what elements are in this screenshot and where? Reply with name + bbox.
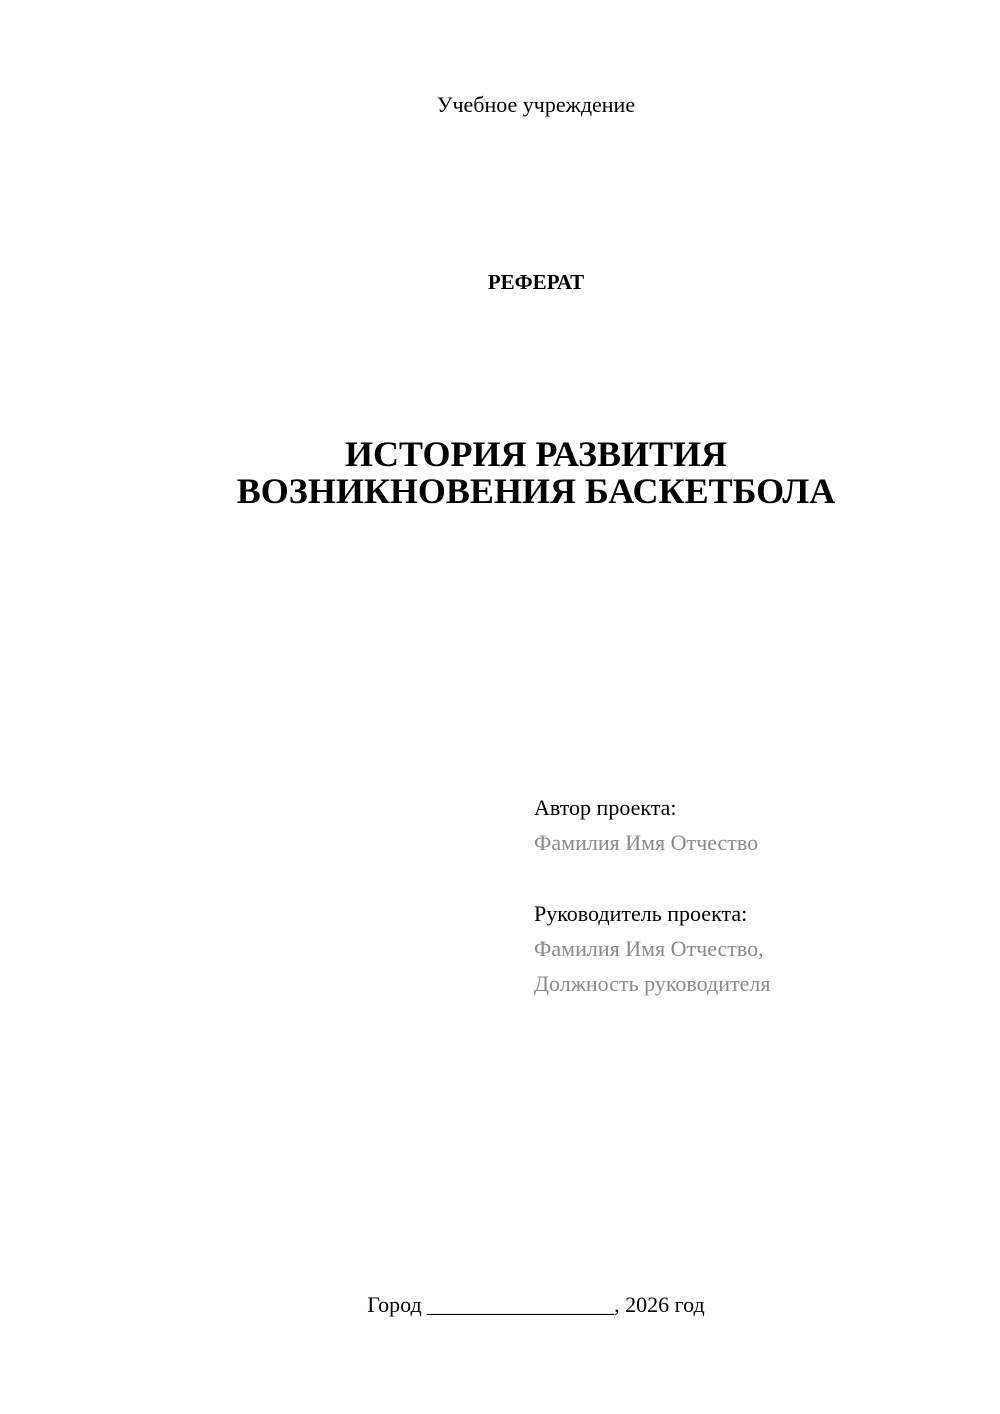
supervisor-position: Должность руководителя xyxy=(534,971,771,996)
credits-spacer xyxy=(534,860,770,896)
author-name: Фамилия Имя Отчество xyxy=(534,830,759,855)
credits-block xyxy=(534,790,770,1001)
document-title xyxy=(0,436,1000,510)
supervisor-label: Руководитель проекта: xyxy=(534,901,748,926)
document-type: РЕФЕРАТ xyxy=(487,270,585,294)
institution-name: Учебное учреждение xyxy=(436,92,636,117)
supervisor-name: Фамилия Имя Отчество, xyxy=(534,936,764,961)
author-label: Автор проекта: xyxy=(534,795,677,820)
city-year-line: Город _________________, 2026 год xyxy=(367,1292,705,1317)
title-line-2: ВОЗНИКНОВЕНИЯ БАСКЕТБОЛА xyxy=(236,471,836,511)
title-line-1: ИСТОРИЯ РАЗВИТИЯ xyxy=(344,434,728,474)
